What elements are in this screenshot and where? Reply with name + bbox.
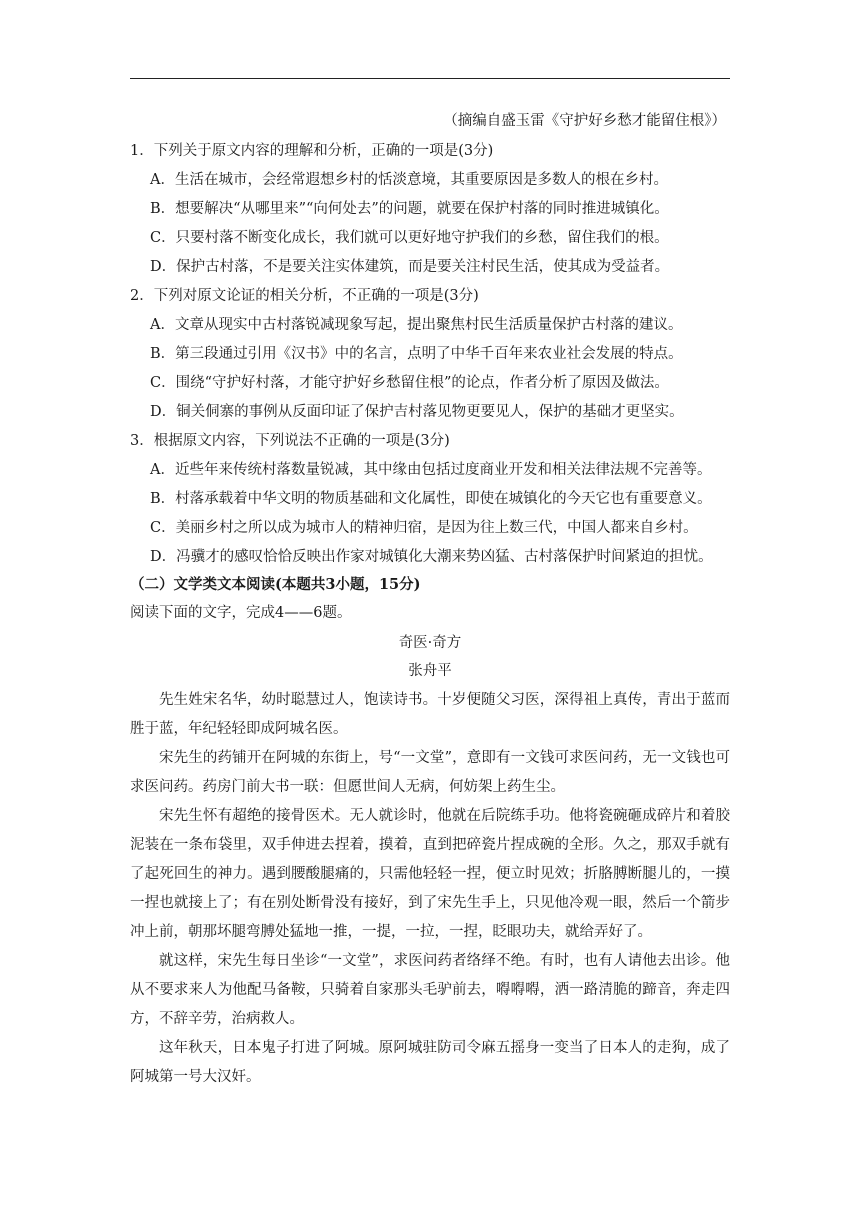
question-1-stem: 1．下列关于原文内容的理解和分析，正确的一项是(3分) bbox=[130, 143, 494, 159]
header-rule bbox=[130, 78, 730, 79]
question-3-option-a: A．近些年来传统村落数量锐减，其中缘由包括过度商业开发和相关法律法规不完善等。 bbox=[150, 462, 712, 478]
question-1-option-c: C．只要村落不断变化成长，我们就可以更好地守护我们的乡愁，留住我们的根。 bbox=[150, 230, 669, 246]
story-paragraph: 宋先生怀有超绝的接骨医术。无人就诊时，他就在后院练手功。他将瓷碗砸成碎片和着胶泥装在一条布袋里，双手伸进去捏着，摸着，直到把碎瓷片捏成碗的全形。久之，那双手就有了起死回生的神力。遇到腰酸腿痛的，只需他轻轻一捏，便立时见效；折胳膊断腿儿的，一摸一捏也就接上了；有在别处断骨没有接好，到了宋先生手上，只见他冷观一眼，然后一个箭步冲上前，朝那坏腿弯膊处猛地一推，一提，一拉，一捏，眨眼功夫，就给弄好了。 bbox=[130, 808, 730, 940]
question-2-option-c: C．围绕“守护好村落，才能守护好乡愁留住根”的论点，作者分析了原因及做法。 bbox=[150, 375, 669, 391]
question-2-stem: 2．下列对原文论证的相关分析，不正确的一项是(3分) bbox=[130, 288, 479, 304]
story-paragraph: 就这样，宋先生每日坐诊“一文堂”，求医问药者络绎不绝。有时，也有人请他去出诊。他从不要求来人为他配马备鞍，只骑着自家那头毛驴前去，嘚嘚嘚，洒一路清脆的蹄音，奔走四方，不辞辛劳，治病救人。 bbox=[130, 953, 730, 1027]
question-2-option-a: A．文章从现实中古村落锐减现象写起，提出聚焦村民生活质量保护古村落的建议。 bbox=[150, 317, 683, 333]
reading-instruction: 阅读下面的文字，完成4——6题。 bbox=[130, 605, 352, 621]
question-2-option-d: D．铜关侗寨的事例从反面印证了保护吉村落见物更要见人，保护的基础才更坚实。 bbox=[150, 404, 684, 420]
story-paragraph: 这年秋天，日本鬼子打进了阿城。原阿城驻防司令麻五摇身一变当了日本人的走狗，成了阿城第一号大汉奸。 bbox=[130, 1040, 730, 1085]
story-author: 张舟平 bbox=[408, 663, 452, 679]
question-1-option-a: A．生活在城市，会经常遐想乡村的恬淡意境，其重要原因是多数人的根在乡村。 bbox=[150, 172, 668, 188]
section-heading: （二）文学类文本阅读(本题共3小题，15分) bbox=[130, 576, 421, 593]
story-paragraph: 先生姓宋名华，幼时聪慧过人，饱读诗书。十岁便随父习医，深得祖上真传，青出于蓝而胜于蓝，年纪轻轻即成阿城名医。 bbox=[130, 692, 730, 737]
question-3-option-b: B．村落承载着中华文明的物质基础和文化属性，即使在城镇化的今天它也有重要意义。 bbox=[150, 491, 712, 507]
story-paragraph: 宋先生的药铺开在阿城的东街上，号“一文堂”，意即有一文钱可求医问药，无一文钱也可求医问药。药房门前大书一联：但愿世间人无病，何妨架上药生尘。 bbox=[130, 750, 730, 795]
question-3-option-d: D．冯骥才的感叹恰恰反映出作家对城镇化大潮来势凶猛、古村落保护时间紧迫的担忧。 bbox=[150, 549, 713, 565]
question-3-option-c: C．美丽乡村之所以成为城市人的精神归宿，是因为往上数三代，中国人都来自乡村。 bbox=[150, 520, 698, 536]
question-2-option-b: B．第三段通过引用《汉书》中的名言，点明了中华千百年来农业社会发展的特点。 bbox=[150, 346, 683, 362]
source-citation: （摘编自盛玉雷《守护好乡愁才能留住根》） bbox=[443, 113, 726, 129]
question-1-option-d: D．保护古村落，不是要关注实体建筑，而是要关注村民生活，使其成为受益者。 bbox=[150, 259, 670, 275]
story-title: 奇医·奇方 bbox=[398, 635, 462, 651]
question-1-option-b: B．想要解决“从哪里来”“向何处去”的问题，就要在保护村落的同时推进城镇化。 bbox=[150, 201, 669, 217]
question-3-stem: 3．根据原文内容，下列说法不正确的一项是(3分) bbox=[130, 433, 450, 449]
